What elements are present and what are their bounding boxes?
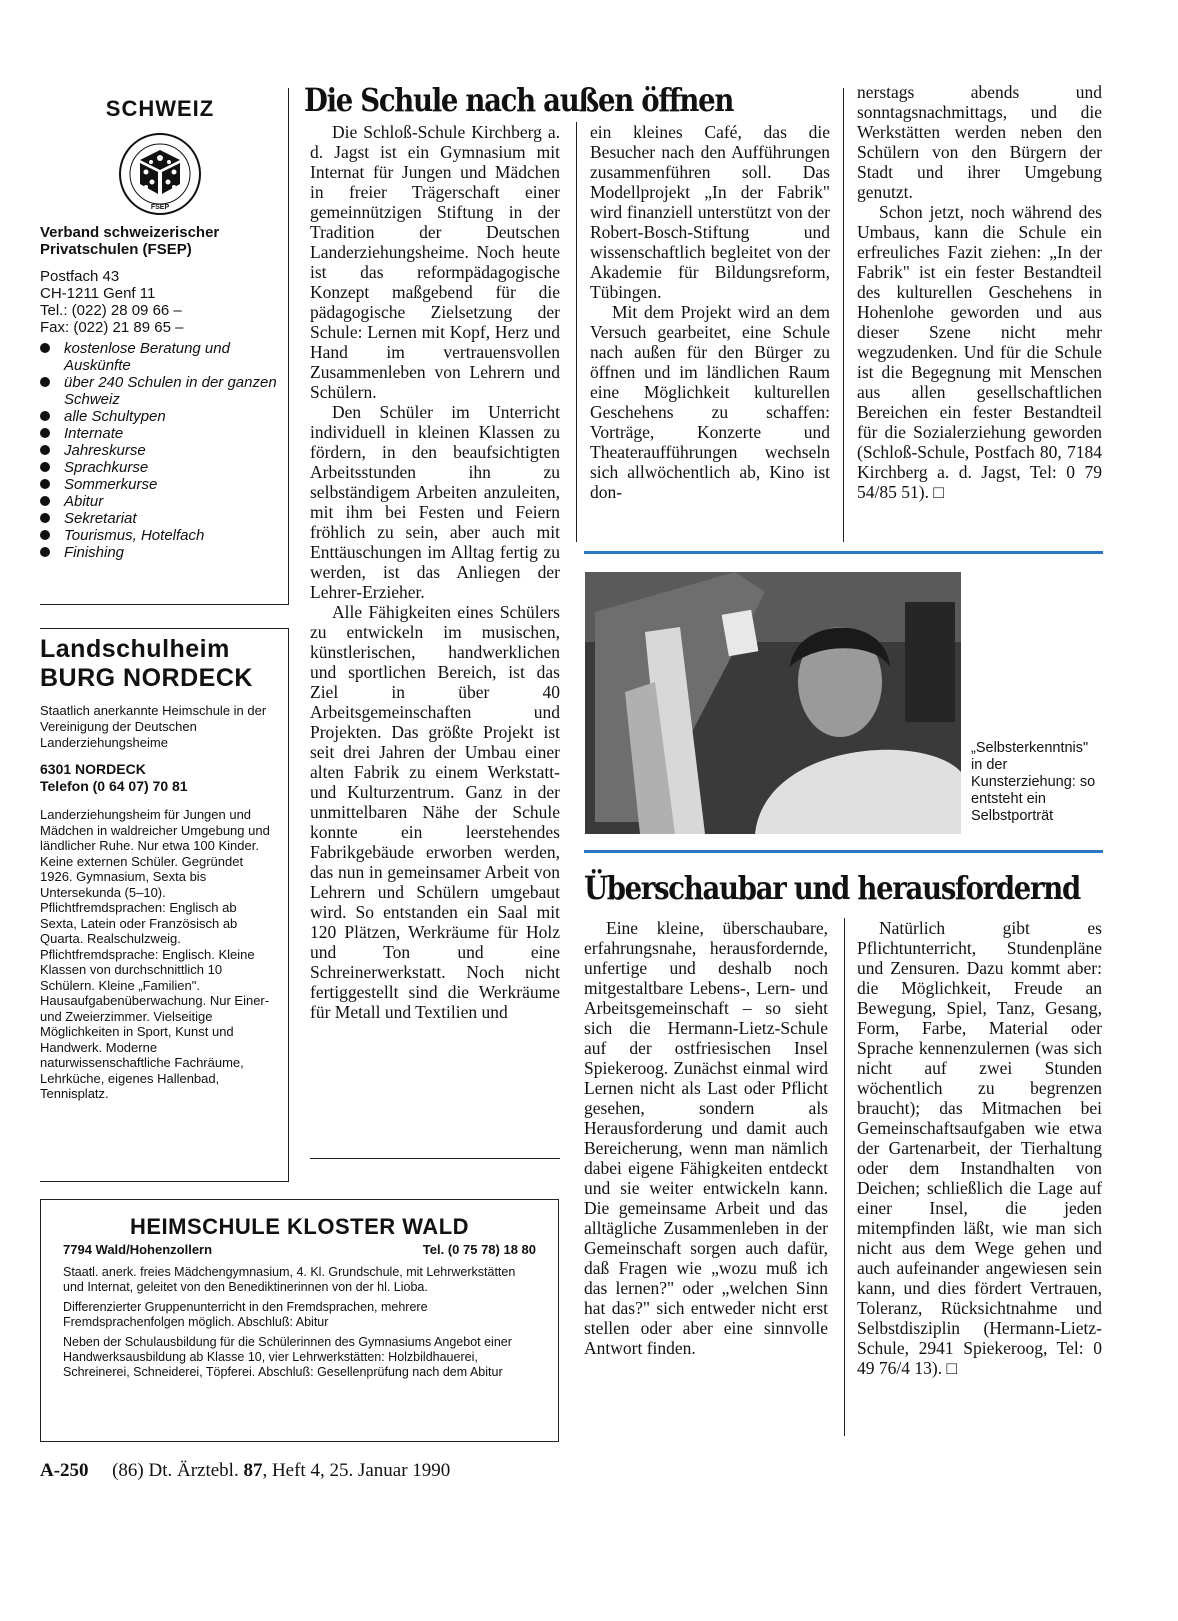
article1-paragraph: Mit dem Projekt wird an dem Versuch gearbeitet, eine Schule nach außen für den Bürger zu öffnen und im ländlichen Raum eine Möglichkeit kulturellen Geschehens zu schaffen: Vorträge, Konzerte und Theateraufführungen wechseln sich allwöchentlich ab, Kino ist don- xyxy=(590,302,830,502)
fsep-logo xyxy=(118,132,202,216)
article1-divider xyxy=(584,551,1103,554)
list-item: alle Schultypen xyxy=(40,408,280,425)
issue-volume: 87 xyxy=(243,1460,263,1481)
ad-nordeck xyxy=(40,628,289,1182)
list-item: Internate xyxy=(40,425,280,442)
list-item: Sekretariat xyxy=(40,510,280,527)
article1-title: Die Schule nach außen öffnen xyxy=(304,81,734,119)
ad-nordeck-subtitle: Staatlich anerkannte Heimschule in der Vereinigung der Deutschen Landerziehungsheime xyxy=(40,703,267,750)
portrait-photo-image xyxy=(585,572,961,834)
article2-column-1 xyxy=(584,918,828,1358)
ad-kloster-place: 7794 Wald/Hohenzollern xyxy=(63,1242,213,1257)
list-item: Abitur xyxy=(40,493,280,510)
ad-kloster-paragraph: Differenzierter Gruppenunterricht in den Fremdsprachen, mehrere Fremdsprachenfolgen möglich. Abschluß: Abitur xyxy=(63,1300,428,1329)
ad-kloster-title: HEIMSCHULE KLOSTER WALD xyxy=(129,1214,470,1239)
article2-paragraph: Eine kleine, überschaubare, erfahrungsnahe, herausfordernde, unfertige und deshalb noch mitgestaltbare Lebens-, Lern- und Arbeitsgemeinschaft – so sieht sich die Hermann-Lietz-Schule auf der ostfriesischen Insel Spiekeroog. Zunächst einmal wird Lernen nicht als Last oder Pflicht gesehen, sondern als Herausforderung und damit auch Bereicherung, wenn man nämlich dabei eigene Fähigkeiten entdeckt und sie weiter entwickeln kann. Die gemeinsame Arbeit und das alltägliche Zusammenleben in der Gemeinschaft sorgen auch dafür, daß Fragen wie „wozu muß ich das lernen?" oder „welchen Sinn hat das?" sich entweder nicht erst stellen oder aber eine sinnvolle Antwort finden. xyxy=(584,918,828,1358)
article1-col-rule xyxy=(576,122,577,542)
address-line: Postfach 43 xyxy=(40,268,120,285)
list-item: Jahreskurse xyxy=(40,442,280,459)
ad-box-schweiz-right-rule xyxy=(288,88,289,605)
article2-column-2 xyxy=(857,918,1102,1378)
ad-nordeck-title2: BURG NORDECK xyxy=(40,664,253,692)
article1-paragraph: Die Schloß-Schule Kirchberg a. d. Jagst ist ein Gymnasium mit Internat für Jungen und Mädchen in freier Trägerschaft einer gemeinnützigen Stiftung in der Tradition der Deutschen Landerziehungsheime. Noch heute ist das reformpädagogische Konzept maßgebend für die pädagogische Zielsetzung der Schule: Lernen mit Kopf, Herz und Hand im vertrauensvollen Zusammenleben von Lehrern und Schülern. xyxy=(310,122,560,402)
article1-paragraph: ein kleines Café, das die Besucher nach den Aufführungen zusammenführen soll. Das Modellprojekt „In der Fabrik" wird finanziell unterstützt von der Robert-Bosch-Stiftung und wissenschaftlich begleitet von der Akademie für Bildungsreform, Tübingen. xyxy=(590,122,830,302)
ad-nordeck-title1: Landschulheim xyxy=(40,635,230,663)
issue-suffix: , Heft 4, 25. Januar 1990 xyxy=(262,1460,451,1481)
fsep-logo-icon xyxy=(118,132,202,216)
ad-kloster-wald xyxy=(40,1199,559,1442)
ad-schweiz-list xyxy=(40,340,280,561)
ad-schweiz-address xyxy=(40,268,280,336)
page-footer xyxy=(40,1460,450,1482)
issue-prefix: (86) Dt. Ärztebl. xyxy=(112,1460,239,1481)
ad-schweiz-heading: SCHWEIZ xyxy=(105,96,215,121)
phone-line: Tel.: (022) 28 09 66 – xyxy=(40,302,182,319)
ad-nordeck-address2: Telefon (0 64 07) 70 81 xyxy=(40,778,188,794)
article-photo xyxy=(585,572,961,834)
article1-column-2 xyxy=(590,122,830,502)
ad-nordeck-body: Landerziehungsheim für Jungen und Mädchen in waldreicher Umgebung und ländlicher Ruhe. Nur etwa 100 Kinder. Keine externen Schüler. Gegründet 1926. Gymnasium, Sexta bis Untersekunda (5–10). Pflichtfremdsprachen: Englisch ab Sexta, Latein oder Französisch ab Quarta. Realschulzweig. Pflichtfremdsprache: Englisch. Kleine Klassen von durchschnittlich 10 Schülern. Kleine „Familien". Hausaufgabenüberwachung. Nur Einer- und Zweierzimmer. Vielseitige Möglichkeiten in Sport, Kunst und Handwerk. Moderne naturwissenschaftliche Fachräume, Lehrküche, eigenes Hallenbad, Tennisplatz. xyxy=(40,807,270,1101)
ad-schweiz-org-line2: Privatschulen (FSEP) xyxy=(40,241,192,258)
page-number: A-250 xyxy=(40,1460,89,1481)
article2-col-rule xyxy=(844,918,845,1436)
article1-paragraph: nerstags abends und sonntagsnachmittags, und die Werkstätten werden neben den Schülern von den Bürgern der Stadt und ihrer Umgebung genutzt. xyxy=(857,82,1102,202)
article1-paragraph: Alle Fähigkeiten eines Schülers zu entwickeln im musischen, künstlerischen, handwerklichen und sportlichen Bereich, ist das Ziel in über 40 Arbeitsgemeinschaften und Projekten. Das größte Projekt ist seit drei Jahren der Umbau einer alten Fabrik zu einem Werkstatt- und Kulturzentrum. Ganz in der unmittelbaren Nähe der Schule konnte ein leerstehendes Fabrikgebäude erworben werden, das nun in gemeinsamer Arbeit von Lehrern und Schülern umgebaut wird. So entstanden ein Saal mit 120 Plätzen, Werkräume für Holz und Ton und eine Schreinerwerkstatt. Noch nicht fertiggestellt sind die Werkräume für Metall und Textilien und xyxy=(310,602,560,1022)
list-item: Tourismus, Hotelfach xyxy=(40,527,280,544)
article1-column-1 xyxy=(310,122,560,1022)
ad-kloster-paragraph: Neben der Schulausbildung für die Schülerinnen des Gymnasiums Angebot einer Handwerksausbildung ab Klasse 10, vier Lehrwerkstätten: Holzbildhauerei, Schreinerei, Schneiderei, Töpferei. Abschluß: Gesellenprüfung nach dem Abitur xyxy=(63,1335,512,1379)
address-line: CH-1211 Genf 11 xyxy=(40,285,156,302)
article1-end-rule xyxy=(310,1158,560,1159)
list-item: Sommerkurse xyxy=(40,476,280,493)
list-item: Sprachkurse xyxy=(40,459,280,476)
article2-divider xyxy=(584,850,1103,853)
article2-paragraph: Natürlich gibt es Pflichtunterricht, Stundenpläne und Zensuren. Dazu kommt aber: die Möglichkeit, Freude an Bewegung, Spiel, Tanz, Gesang, Form, Farbe, Material oder Sprache kennenzulernen (was sich nicht auf zwei Stunden wöchentlich zu begrenzen braucht); das Mitmachen bei Gemeinschaftsaufgaben wie etwa der Gartenarbeit, der Tierhaltung oder dem Instandhalten von Deichen; schließlich die Lage auf einer Insel, die jeden mitempfinden läßt, wie man sich nicht aus dem Wege gehen und auch aufeinander angewiesen sein kann, und dies fördert Vertrauen, Toleranz, Rücksichtnahme und Selbstdisziplin (Hermann-Lietz-Schule, 2941 Spiekeroog, Tel: 0 49 76/4 13). □ xyxy=(857,918,1102,1378)
article1-col-rule xyxy=(843,88,844,542)
ad-kloster-paragraph: Staatl. anerk. freies Mädchengymnasium, 4. Kl. Grundschule, mit Lehrwerkstätten und Internat, geleitet von den Benediktinerinnen von der hl. Lioba. xyxy=(63,1265,516,1294)
ad-schweiz-org-line1: Verband schweizerischer xyxy=(40,224,220,241)
article1-paragraph: Schon jetzt, noch während des Umbaus, kann die Schule ein erfreuliches Fazit ziehen: „In der Fabrik" ist ein fester Bestandteil des kulturellen Geschehens in Hohenlohe geworden und aus dieser Szene nicht mehr wegzudenken. Und für die Schule ist die Begegnung mit Menschen aus allen gesellschaftlichen Bereichen ein fester Bestandteil für die Sozialerziehung geworden (Schloß-Schule, Postfach 80, 7184 Kirchberg a. d. Jagst, Tel: 0 79 54/85 51). □ xyxy=(857,202,1102,502)
article1-column-3 xyxy=(857,82,1102,502)
article1-paragraph: Den Schüler im Unterricht individuell in kleinen Klassen zu fördern, in den beaufsichtigten Arbeitsstunden ihn zu selbständigem Arbeiten anzuleiten, mit ihm bei Festen und Feiern fröhlich zu sein, aber auch mit Enttäuschungen im Alltag fertig zu werden, ist das Anliegen der Lehrer-Erzieher. xyxy=(310,402,560,602)
list-item: kostenlose Beratung und Auskünfte xyxy=(40,340,280,374)
svg-text:FSEP: FSEP xyxy=(150,204,170,211)
ad-nordeck-address1: 6301 NORDECK xyxy=(40,761,146,777)
list-item: Finishing xyxy=(40,544,280,561)
ad-schweiz xyxy=(40,96,280,561)
fax-line: Fax: (022) 21 89 65 – xyxy=(40,319,184,336)
ad-box-schweiz-bottom-rule xyxy=(40,604,289,605)
list-item: über 240 Schulen in der ganzen Schweiz xyxy=(40,374,280,408)
ad-kloster-phone: Tel. (0 75 78) 18 80 xyxy=(422,1242,536,1257)
photo-caption: „Selbsterkenntnis" in der Kunsterziehung: so entsteht ein Selbstporträt xyxy=(971,740,1096,824)
article2-title: Überschaubar und herausfordernd xyxy=(584,869,1080,907)
